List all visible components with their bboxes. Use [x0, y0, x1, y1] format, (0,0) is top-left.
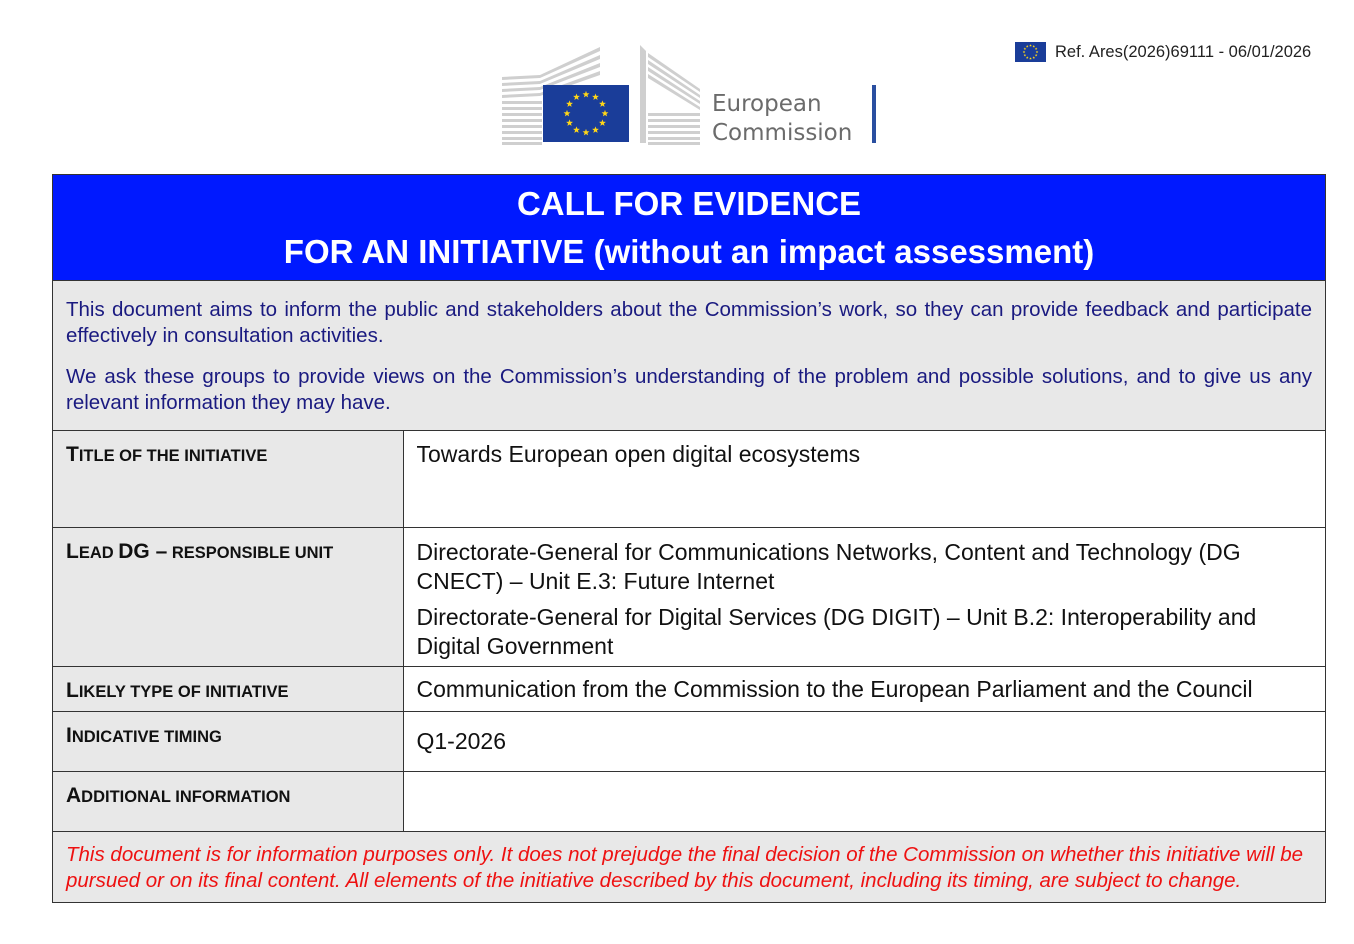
european-commission-logo: [500, 43, 880, 147]
initiative-type-value: Communication from the Commission to the European Parliament and the Council: [403, 666, 1325, 711]
row-label-timing: INDICATIVE TIMING: [53, 711, 403, 771]
logo-line-european: European: [712, 91, 822, 117]
row-label-additional: ADDITIONAL INFORMATION: [53, 771, 403, 831]
logo-wordmark: [712, 90, 852, 148]
table-row: [53, 527, 1325, 666]
table-row: [53, 666, 1325, 711]
logo-line-commission: Commission: [712, 120, 853, 146]
table-row: [53, 711, 1325, 771]
lead-dg-value: [403, 527, 1325, 666]
intro-paragraph: We ask these groups to provide views on the Commission’s understanding of the problem and possible solutions, and to give us any relevant information they may have.: [66, 365, 1312, 414]
document-subtitle: FOR AN INITIATIVE (without an impact assessment): [283, 233, 1095, 270]
lead-dg-line: Directorate-General for Digital Services (DG DIGIT) – Unit B.2: Interoperability and Digital Government: [416, 603, 1257, 659]
reference-text: Ref. Ares(2026)69111 - 06/01/2026: [1055, 42, 1312, 61]
row-label-type: LIKELY TYPE OF INITIATIVE: [53, 666, 403, 711]
call-for-evidence-form: [52, 174, 1326, 903]
eu-flag-icon: [1015, 42, 1046, 62]
initiative-title-value: Towards European open digital ecosystems: [403, 431, 1325, 527]
table-row: [53, 431, 1325, 527]
intro-paragraph: This document aims to inform the public and stakeholders about the Commission’s work, so they can provide feedback and participate effectively in consultation activities.: [66, 298, 1312, 347]
document-reference: [1015, 42, 1311, 62]
row-label-lead-dg: LEAD DG – RESPONSIBLE UNIT: [53, 527, 403, 666]
document-title: CALL FOR EVIDENCE: [516, 185, 862, 222]
disclaimer-text: This document is for information purposes only. It does not prejudge the final decision of the Commission on whether this initiative will be pursued or on its final content. All elements of the initiative described by this document, including its timing, are subject to change.: [53, 832, 1325, 902]
timing-value: Q1-2026: [403, 711, 1325, 771]
initiative-details-table: [53, 431, 1325, 832]
table-row: [53, 771, 1325, 831]
intro-section: [53, 281, 1325, 431]
logo-divider: [872, 85, 876, 143]
additional-info-value: [403, 771, 1325, 831]
title-banner: [53, 175, 1325, 281]
lead-dg-line: Directorate-General for Communications Networks, Content and Technology (DG CNECT) – Unit E.3: Future Internet: [416, 538, 1241, 594]
row-label-title: TITLE OF THE INITIATIVE: [53, 431, 403, 527]
